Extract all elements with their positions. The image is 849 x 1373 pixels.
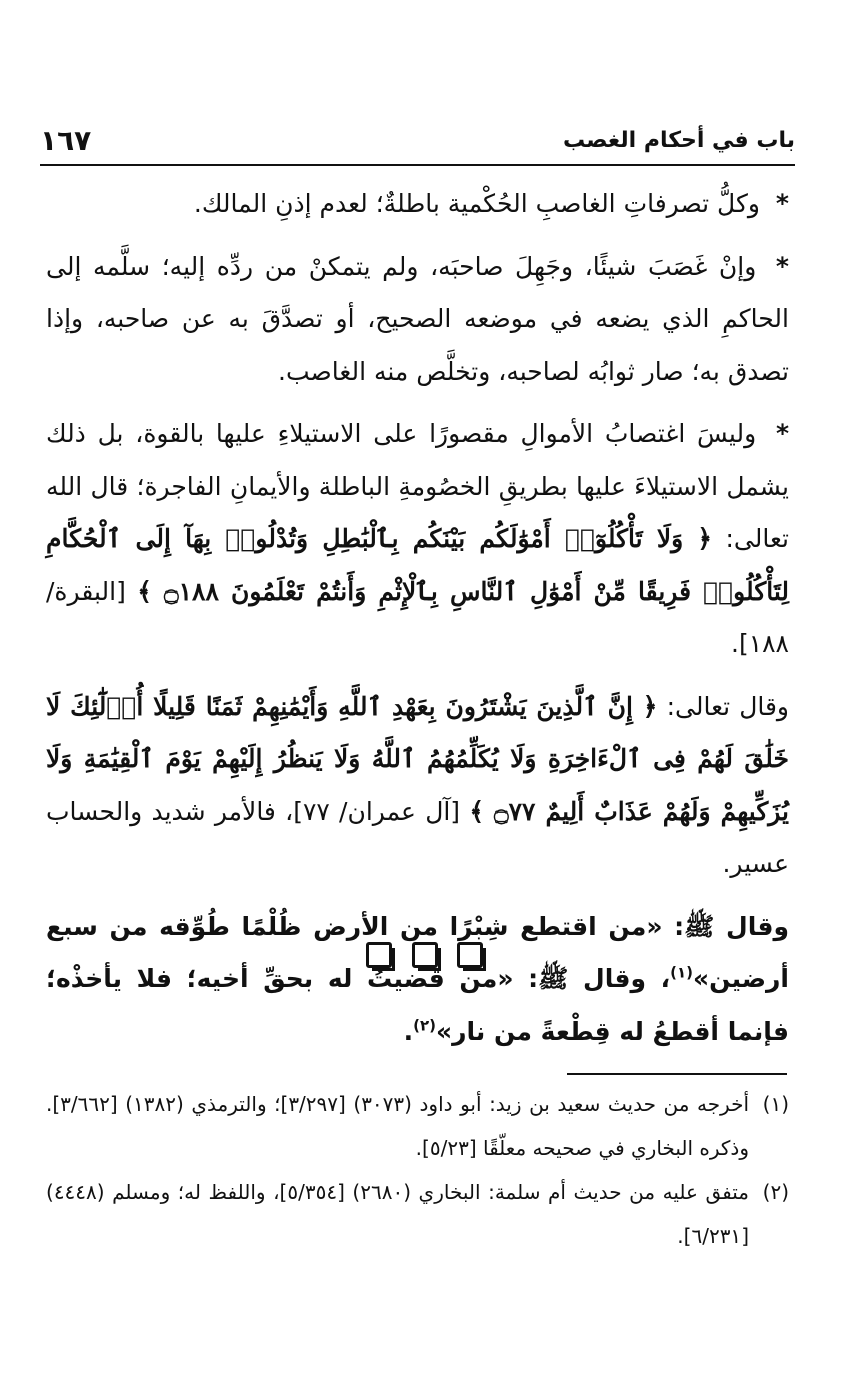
quran-verse: ﴿ وَلَا تَأْكُلُوٓا۟ أَمْوَٰلَكُم بَيْنَكُم بِٱلْبَٰطِلِ وَتُدْلُوا۟ بِهَآ إِلَى ٱلْحُكَّامِ لِتَأْكُلُوا۟ فَرِيقًا مِّنْ أَمْوَٰلِ ٱلنَّاسِ بِٱلْإِثْمِ وَأَنتُمْ تَعْلَمُونَ ۝١٨٨ ﴾ bbox=[46, 524, 789, 606]
bullet-star: * bbox=[775, 419, 790, 448]
paragraph-text: وقال تعالى: bbox=[666, 691, 790, 721]
footnote-number: (١) bbox=[762, 1092, 789, 1116]
square-ornament-icon bbox=[457, 942, 483, 968]
hadith-text: وقال ﷺ: «من اقتطع شِبْرًا من الأرض ظُلْمًا طُوِّقه من سبع أرضين» bbox=[46, 911, 789, 993]
paragraph-text: وإنْ غَصَبَ شيئًا، وجَهِلَ صاحبَه، ولم يتمكنْ من ردِّه إليه؛ سلَّمه إلى الحاكمِ الذي يضعه في موضعه الصحيح، أو تصدَّقَ به عن صاحبه، وإذا تصدق به؛ صار ثوابُه لصاحبه، وتخلَّص منه الغاصب. bbox=[46, 251, 789, 386]
bullet-star: * bbox=[775, 251, 789, 281]
running-head: باب في أحكام الغصب bbox=[562, 128, 795, 153]
paragraph-4 bbox=[46, 681, 789, 891]
section-end-ornament bbox=[0, 942, 849, 972]
footnote-text: أخرجه من حديث سعيد بن زيد: أبو داود (٣٠٧٣) [٣/٢٩٧]؛ والترمذي (١٣٨٢) [٣/٦٦٢]. وذكره البخاري في صحيحه معلّقًا [٥/٢٣]. bbox=[46, 1092, 750, 1160]
footnote-ref-1[interactable]: (١) bbox=[670, 963, 694, 982]
paragraph-5 bbox=[46, 901, 789, 1059]
footnote-1 bbox=[46, 1082, 789, 1170]
square-ornament-icon bbox=[412, 942, 438, 968]
main-text bbox=[46, 178, 789, 1068]
verse-citation: [آل عمران/ ٧٧]، فالأمر شديد والحساب عسير. bbox=[46, 796, 789, 878]
footnote-number: (٢) bbox=[762, 1180, 789, 1204]
footnote-text: متفق عليه من حديث أم سلمة: البخاري (٢٦٨٠) [٥/٣٥٤]، واللفظ له؛ ومسلم (٤٤٤٨) [٦/٢٣١]. bbox=[46, 1180, 749, 1248]
square-ornament-icon bbox=[366, 942, 392, 968]
header-divider bbox=[40, 164, 795, 166]
paragraph-text: وكلُّ تصرفاتِ الغاصبِ الحُكْمية باطلةٌ؛ لعدم إذنِ المالك. bbox=[193, 189, 760, 218]
footnote-ref-2[interactable]: (٢) bbox=[413, 1016, 436, 1035]
page-header bbox=[40, 124, 795, 162]
paragraph-2 bbox=[46, 241, 789, 399]
footnote-divider bbox=[567, 1073, 787, 1075]
footnotes bbox=[46, 1082, 789, 1258]
quran-verse: ﴿ إِنَّ ٱلَّذِينَ يَشْتَرُونَ بِعَهْدِ ٱللَّهِ وَأَيْمَٰنِهِمْ ثَمَنًا قَلِيلًا أُو۟لَٰٓئِكَ لَا خَلَٰقَ لَهُمْ فِى ٱلْءَاخِرَةِ وَلَا يُكَلِّمُهُمُ ٱللَّهُ وَلَا يَنظُرُ إِلَيْهِمْ يَوْمَ ٱلْقِيَٰمَةِ وَلَا يُزَكِّيهِمْ وَلَهُمْ عَذَابٌ أَلِيمٌ ۝٧٧ ﴾ bbox=[46, 691, 789, 826]
verse-citation: [البقرة/ ١٨٨]. bbox=[46, 576, 789, 658]
paragraph-text: وليسَ اغتصابُ الأموالِ مقصورًا على الاستيلاءِ عليها بالقوة، بل ذلك يشمل الاستيلاءَ عليها بطريقِ الخصُومةِ الباطلة والأيمانِ الفاجرة؛ قال الله تعالى: bbox=[46, 419, 789, 553]
paragraph-3 bbox=[46, 408, 789, 671]
footnote-2 bbox=[46, 1170, 789, 1258]
hadith-text: . bbox=[403, 1016, 414, 1046]
hadith-text: ، وقال ﷺ: «من قضيتُ له بحقِّ أخيه؛ فلا يأخذْه؛ فإنما أقطعُ له قِطْعةً من نار» bbox=[46, 964, 789, 1046]
page-number: ١٦٧ bbox=[40, 124, 92, 157]
bullet-star: * bbox=[775, 189, 789, 218]
paragraph-1 bbox=[46, 178, 789, 231]
